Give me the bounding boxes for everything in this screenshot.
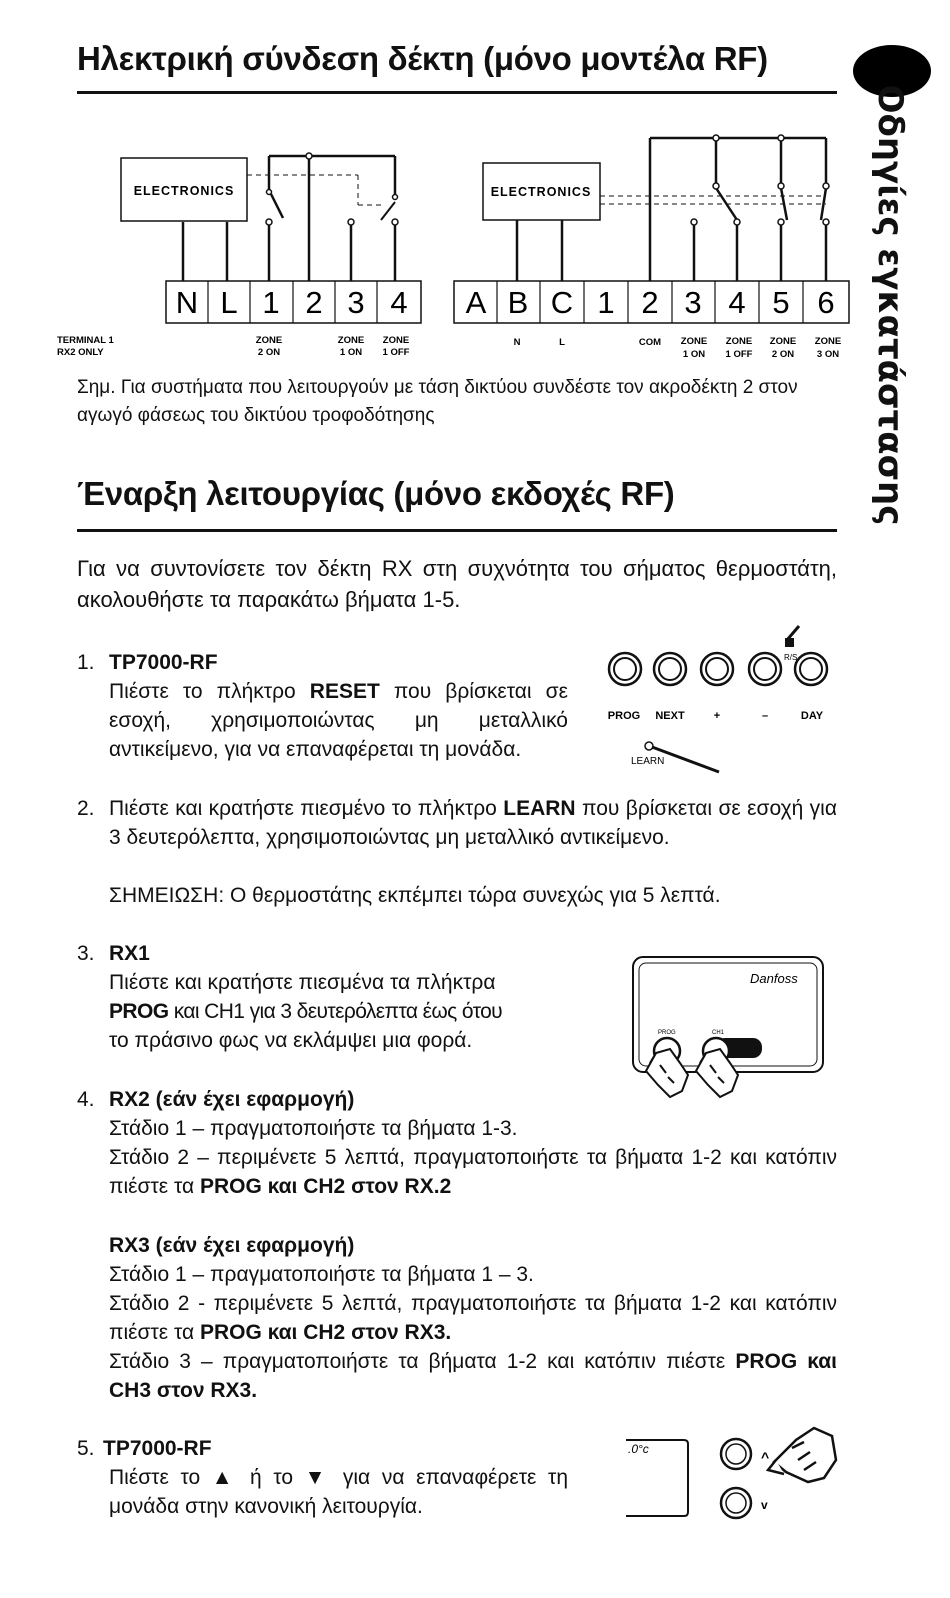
step1-text [109,677,568,764]
up-label: ^ [761,1449,770,1465]
terminal-3: 3 [684,285,702,320]
step3-line2-text: και CH1 για 3 δευτερόλεπτα έως ότου [168,1000,503,1023]
side-tab-label: Οδηγίες εγκατάστασης [870,84,910,526]
zone-label: ZONE [769,336,797,347]
step-number: 3. [77,942,95,965]
wiring-diagram-right [450,130,855,365]
terminal-A: A [465,285,487,320]
zone-label: 1 ON [682,349,706,360]
electronics-box-label: ELECTRONICS [490,185,592,199]
rx3-stage2 [109,1289,837,1347]
step-number: 4. [77,1088,95,1111]
terminal-4: 4 [728,285,746,320]
day-button-label: DAY [800,710,824,722]
step1-text-a: Πιέστε το πλήκτρο [109,680,310,703]
plus-button-label: + [713,710,721,722]
wiring-diagram-left [55,150,425,365]
terminal-4: 4 [390,285,408,320]
learn-label: LEARN [631,756,665,767]
electronics-box-label: ELECTRONICS [133,184,235,198]
thermostat-buttons-figure [603,620,843,780]
terminal-3: 3 [347,285,365,320]
learn-key-name: LEARN [503,797,576,820]
zone-label: 1 ON [339,347,363,358]
step-number: 5. [77,1437,95,1460]
step2-text-a: Πιέστε και κρατήστε πιεσμένο το πλήκτρο [109,797,504,820]
terminal-N: N [175,285,199,320]
zone-label: ZONE [337,335,365,346]
pointing-hand-icon [768,1428,836,1482]
zone-label: 1 OFF [725,349,753,360]
rx3-stage3 [109,1347,837,1405]
terminal-B: B [507,285,529,320]
rx3-stage2-keys: PROG και CH2 στον RX3. [199,1321,452,1344]
zone-label: ZONE [725,336,753,347]
step2-text-b: που βρίσκεται σε εσοχή για 3 δευτερόλεπτα, χρησιμοποιώντας μη μεταλλικό αντικείμενο. [109,797,837,849]
minus-button-label: – [761,710,769,722]
terminal-1: 1 [597,285,615,320]
receiver-figure [630,953,830,1103]
terminal-footnote: TERMINAL 1 [57,335,114,346]
rx3-stage3-text: Στάδιο 3 – πραγματοποιήστε τα βήματα 1-2 και κατόπιν πιέστε [109,1350,736,1373]
terminal-label-com: COM [638,337,662,348]
prog-button-label: PROG [658,1030,676,1036]
step2-text [109,794,837,852]
zone-label: ZONE [680,336,708,347]
up-down-figure [626,1420,841,1525]
reset-key-name: RESET [309,680,380,703]
rx2-stage2 [109,1143,837,1201]
step-heading: RX3 (εάν έχει εφαρμογή) [109,1234,355,1257]
next-button-label: NEXT [655,710,685,722]
terminal-6: 6 [817,285,835,320]
step-heading: TP7000-RF [103,1437,212,1460]
prog-key-name: PROG [109,1000,169,1023]
rx2-stage1: Στάδιο 1 – πραγματοποιήστε τα βήματα 1-3. [109,1117,518,1140]
step3-line3: το πράσινο φως να εκλάμψει μια φορά. [109,1029,473,1052]
step-heading: TP7000-RF [109,651,218,674]
terminal-C: C [550,285,574,320]
terminal-1: 1 [262,285,280,320]
brand-logo: Danfoss [750,971,798,986]
zone-label: 3 ON [816,349,840,360]
section-title-startup: Έναρξη λειτουργίας (μόνο εκδοχές RF) [77,475,675,512]
step-heading: RX1 [109,942,150,965]
terminal-2: 2 [641,285,659,320]
section-title-wiring: Ηλεκτρική σύνδεση δέκτη (μόνο μοντέλα RF) [77,40,768,77]
rs-label: R/S [784,653,798,662]
wiring-note: Σημ. Για συστήματα που λειτουργούν με τάση δικτύου συνδέστε τον ακροδέκτη 2 στον αγωγό φάσεως του δικτύου τροφοδότησης [77,377,798,426]
zone-label: 2 ON [257,347,281,358]
step-heading: RX2 (εάν έχει εφαρμογή) [109,1088,355,1111]
zone-label: 1 OFF [382,347,410,358]
step-number: 1. [77,651,95,674]
rx3-stage1: Στάδιο 1 – πραγματοποιήστε τα βήματα 1 – 3. [109,1263,534,1286]
zone-label: ZONE [255,335,283,346]
terminal-L: L [220,285,238,320]
zone-label: ZONE [382,335,410,346]
terminal-footnote: RX2 ONLY [57,347,104,358]
intro-paragraph: Για να συντονίσετε τον δέκτη RX στη συχνότητα του σήματος θερμοστάτη, ακολουθήστε τα παρακάτω βήματα 1-5. [77,556,837,612]
step1-text-b: που βρίσκεται σε εσοχή, χρησιμοποιώντας μη μεταλλικό αντικείμενο, για να επαναφέρεται τη μονάδα. [109,680,568,761]
step3-line2 [109,997,502,1026]
rx3-stage2-text: Στάδιο 2 - περιμένετε 5 λεπτά, πραγματοποιήστε τα βήματα 1-2 και κατόπιν πιέστε τα [109,1292,837,1344]
rx3-stage3-keys: PROG και CH3 στον RX3. [109,1350,837,1402]
step5-text: Πιέστε το ▲ ή το ▼ για να επαναφέρετε τη μονάδα στην κανονική λειτουργία. [109,1466,568,1518]
terminal-label-l: L [559,337,565,348]
step2-note: ΣΗΜΕΙΩΣΗ: Ο θερμοστάτης εκπέμπει τώρα συνεχώς για 5 λεπτά. [109,884,721,907]
rx2-stage2-keys: PROG και CH2 στον RX.2 [199,1175,452,1198]
down-label: v [761,1498,768,1512]
step3-line1: Πιέστε και κρατήστε πιεσμένα τα πλήκτρα [109,971,496,994]
step-number: 2. [77,797,95,820]
rx2-stage2-text: Στάδιο 2 – περιμένετε 5 λεπτά, πραγματοποιήστε τα βήματα 1-2 και κατόπιν πιέστε τα [109,1146,837,1198]
terminal-5: 5 [772,285,790,320]
zone-label: 2 ON [771,349,795,360]
zone-label: ZONE [814,336,842,347]
ch1-button-label: CH1 [712,1030,725,1036]
side-tab [870,84,910,526]
title-rule [77,529,837,532]
title-rule [77,91,837,94]
terminal-label-n: N [513,337,521,348]
prog-button-label: PROG [607,710,641,722]
terminal-2: 2 [305,285,323,320]
display-readout: .0°c [628,1442,649,1456]
